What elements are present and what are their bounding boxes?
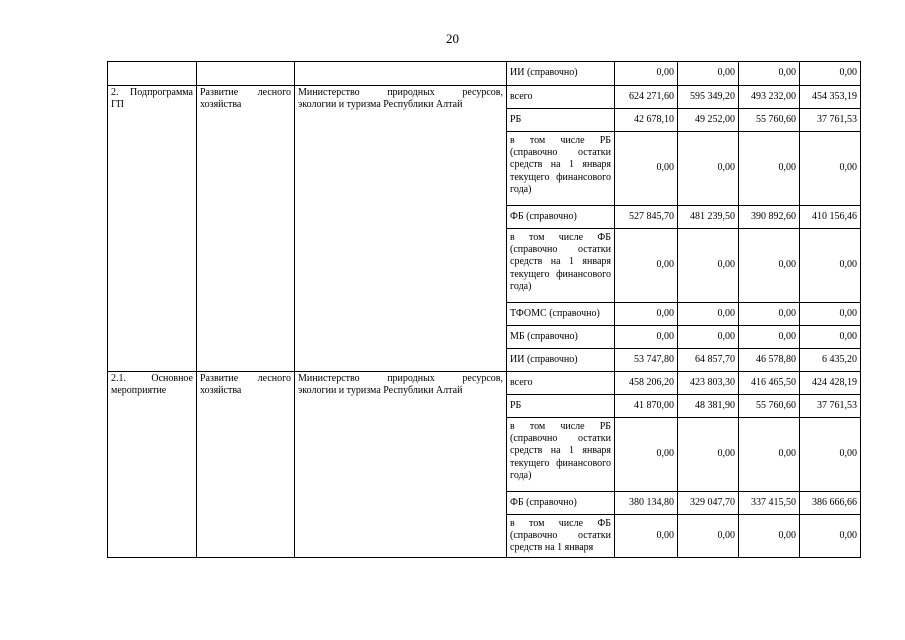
amount-cell: 0,00: [678, 515, 739, 558]
amount-cell: 53 747,80: [615, 349, 678, 372]
amount-cell: 624 271,60: [615, 86, 678, 109]
amount-cell: 0,00: [800, 132, 861, 206]
amount-cell: 55 760,60: [739, 109, 800, 132]
funding-source-cell: всего: [507, 86, 615, 109]
amount-cell: 454 353,19: [800, 86, 861, 109]
funding-source-cell: ТФОМС (справочно): [507, 303, 615, 326]
amount-cell: 0,00: [739, 62, 800, 86]
table-row: [108, 86, 861, 109]
amount-cell: 0,00: [678, 62, 739, 86]
empty-cell: [295, 62, 507, 86]
amount-cell: 0,00: [678, 326, 739, 349]
amount-cell: 0,00: [615, 303, 678, 326]
amount-cell: 423 803,30: [678, 372, 739, 395]
amount-cell: 55 760,60: [739, 395, 800, 418]
amount-cell: 0,00: [678, 132, 739, 206]
funding-source-cell: в том числе ФБ (справочно остатки средств на 1 января текущего финансового года): [507, 229, 615, 303]
amount-cell: 0,00: [615, 326, 678, 349]
amount-cell: 0,00: [739, 326, 800, 349]
funding-source-cell: РБ: [507, 395, 615, 418]
amount-cell: 0,00: [739, 418, 800, 492]
amount-cell: 0,00: [615, 132, 678, 206]
table-row: [108, 372, 861, 395]
amount-cell: 595 349,20: [678, 86, 739, 109]
program-label-cell: 2.1. Основное мероприятие: [108, 372, 197, 558]
amount-cell: 410 156,46: [800, 206, 861, 229]
amount-cell: 48 381,90: [678, 395, 739, 418]
amount-cell: 0,00: [800, 418, 861, 492]
amount-cell: 41 870,00: [615, 395, 678, 418]
executor-cell: Министерство природных ресурсов, экологии и туризма Республики Алтай: [295, 86, 507, 372]
amount-cell: 46 578,80: [739, 349, 800, 372]
program-label-cell: 2. Подпрограмма ГП: [108, 86, 197, 372]
executor-cell: Министерство природных ресурсов, экологии и туризма Республики Алтай: [295, 372, 507, 558]
amount-cell: 0,00: [615, 62, 678, 86]
amount-cell: 390 892,60: [739, 206, 800, 229]
amount-cell: 481 239,50: [678, 206, 739, 229]
funding-source-cell: ИИ (справочно): [507, 62, 615, 86]
funding-source-cell: в том числе РБ (справочно остатки средств на 1 января текущего финансового года): [507, 132, 615, 206]
amount-cell: 64 857,70: [678, 349, 739, 372]
amount-cell: 0,00: [800, 229, 861, 303]
funding-source-cell: ИИ (справочно): [507, 349, 615, 372]
amount-cell: 42 678,10: [615, 109, 678, 132]
amount-cell: 0,00: [739, 132, 800, 206]
amount-cell: 416 465,50: [739, 372, 800, 395]
amount-cell: 527 845,70: [615, 206, 678, 229]
budget-table: [107, 61, 861, 558]
amount-cell: 337 415,50: [739, 492, 800, 515]
amount-cell: 493 232,00: [739, 86, 800, 109]
amount-cell: 458 206,20: [615, 372, 678, 395]
amount-cell: 0,00: [800, 62, 861, 86]
amount-cell: 0,00: [739, 515, 800, 558]
amount-cell: 37 761,53: [800, 395, 861, 418]
amount-cell: 0,00: [800, 303, 861, 326]
amount-cell: 424 428,19: [800, 372, 861, 395]
amount-cell: 6 435,20: [800, 349, 861, 372]
funding-source-cell: ФБ (справочно): [507, 492, 615, 515]
amount-cell: 0,00: [678, 418, 739, 492]
funding-source-cell: МБ (справочно): [507, 326, 615, 349]
funding-source-cell: в том числе РБ (справочно остатки средств на 1 января текущего финансового года): [507, 418, 615, 492]
amount-cell: 0,00: [739, 229, 800, 303]
table-row: [108, 62, 861, 86]
amount-cell: 329 047,70: [678, 492, 739, 515]
funding-source-cell: всего: [507, 372, 615, 395]
amount-cell: 0,00: [678, 229, 739, 303]
amount-cell: 386 666,66: [800, 492, 861, 515]
program-name-cell: Развитие лесного хозяйства: [197, 86, 295, 372]
amount-cell: 49 252,00: [678, 109, 739, 132]
amount-cell: 0,00: [615, 515, 678, 558]
funding-source-cell: в том числе ФБ (справочно остатки средств на 1 января: [507, 515, 615, 558]
amount-cell: 0,00: [678, 303, 739, 326]
amount-cell: 0,00: [800, 326, 861, 349]
amount-cell: 0,00: [800, 515, 861, 558]
empty-cell: [108, 62, 197, 86]
amount-cell: 37 761,53: [800, 109, 861, 132]
amount-cell: 0,00: [615, 229, 678, 303]
page-number: 20: [446, 31, 459, 46]
funding-source-cell: РБ: [507, 109, 615, 132]
amount-cell: 0,00: [615, 418, 678, 492]
funding-source-cell: ФБ (справочно): [507, 206, 615, 229]
amount-cell: 380 134,80: [615, 492, 678, 515]
program-name-cell: Развитие лесного хозяйства: [197, 372, 295, 558]
amount-cell: 0,00: [739, 303, 800, 326]
empty-cell: [197, 62, 295, 86]
